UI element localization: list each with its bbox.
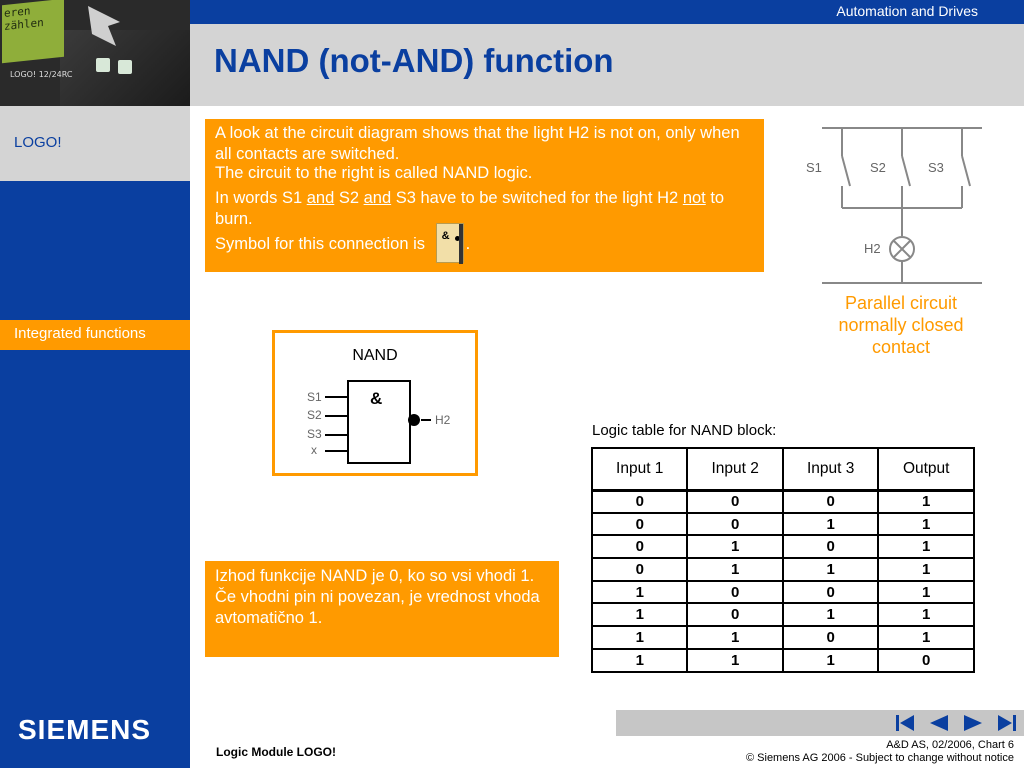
note-line-1: Izhod funkcije NAND je 0, ko so vsi vhodi 1. xyxy=(215,567,535,585)
circuit-diagram xyxy=(792,118,992,298)
table-cell: 0 xyxy=(592,558,687,581)
table-row xyxy=(592,513,974,536)
table-row xyxy=(592,626,974,649)
table-row xyxy=(592,603,974,626)
table-cell: 0 xyxy=(687,581,782,604)
table-cell: 0 xyxy=(592,535,687,558)
input-label: S3 xyxy=(307,427,322,441)
table-cell: 0 xyxy=(687,603,782,626)
note-box xyxy=(205,561,559,657)
explanation-box xyxy=(205,119,764,272)
table-cell: 1 xyxy=(592,603,687,626)
table-cell: 1 xyxy=(878,626,974,649)
symbol-text: . xyxy=(465,235,471,253)
previous-icon xyxy=(929,714,949,732)
table-cell: 1 xyxy=(783,558,878,581)
page-title: NAND (not-AND) function xyxy=(214,42,614,79)
note-line-2: Če vhodni pin ni povezan, je vrednost vhoda avtomatično 1. xyxy=(215,588,540,627)
logic-table xyxy=(591,447,975,673)
table-caption: Logic table for NAND block: xyxy=(592,422,777,439)
sidebar-item-label: Integrated functions xyxy=(14,325,146,342)
input-label: S1 xyxy=(307,390,322,404)
explanation-symbol xyxy=(215,229,754,255)
nand-block-box xyxy=(272,330,478,476)
table-cell: 1 xyxy=(878,535,974,558)
table-cell: 1 xyxy=(687,626,782,649)
and-underlined: and xyxy=(363,189,392,207)
not-underlined: not xyxy=(682,189,706,207)
previous-slide-button[interactable] xyxy=(922,710,956,736)
words-text: S2 xyxy=(334,189,364,207)
column-header: Input 1 xyxy=(592,448,687,490)
photo-button xyxy=(96,58,110,72)
sidebar-item-integrated-functions[interactable] xyxy=(0,320,190,350)
table-cell: 1 xyxy=(592,649,687,672)
photo-button xyxy=(118,60,132,74)
siemens-logo: SIEMENS xyxy=(18,714,152,745)
table-cell: 1 xyxy=(687,649,782,672)
top-bar xyxy=(190,0,1024,24)
column-header: Input 3 xyxy=(783,448,878,490)
table-cell: 1 xyxy=(878,603,974,626)
switch-s1-contact xyxy=(842,156,850,186)
title-bar xyxy=(190,24,1024,106)
caption-line: normally closed xyxy=(838,315,964,335)
table-cell: 1 xyxy=(878,581,974,604)
table-cell: 0 xyxy=(592,513,687,536)
table-cell: 0 xyxy=(687,490,782,513)
table-cell: 0 xyxy=(878,649,974,672)
photo-lcd-display: eren zählen xyxy=(2,0,64,63)
table-cell: 0 xyxy=(687,513,782,536)
explanation-words xyxy=(215,188,754,230)
column-header: Input 2 xyxy=(687,448,782,490)
footer-module-name: Logic Module LOGO! xyxy=(216,745,336,759)
table-row xyxy=(592,490,974,513)
last-slide-button[interactable] xyxy=(990,710,1024,736)
table-cell: 1 xyxy=(687,558,782,581)
words-text: In words S1 xyxy=(215,189,307,207)
table-cell: 1 xyxy=(592,581,687,604)
table-cell: 1 xyxy=(878,558,974,581)
and-underlined: and xyxy=(306,189,335,207)
column-header: Output xyxy=(878,448,974,490)
next-slide-button[interactable] xyxy=(956,710,990,736)
switch-s2-contact xyxy=(902,156,910,186)
table-cell: 1 xyxy=(592,626,687,649)
table-cell: 1 xyxy=(783,649,878,672)
negation-bubble-icon xyxy=(408,414,420,426)
sidebar-item-logo[interactable] xyxy=(0,106,190,181)
explanation-line-2: The circuit to the right is called NAND logic. xyxy=(215,164,533,182)
photo-label: LOGO! 12/24RC xyxy=(10,70,73,79)
nand-symbol-icon xyxy=(436,223,464,263)
nand-block-diagram xyxy=(275,333,475,473)
table-cell: 0 xyxy=(592,490,687,513)
explanation-line-1: A look at the circuit diagram shows that the light H2 is not on, only when all contacts are switched. xyxy=(215,124,740,163)
table-cell: 1 xyxy=(878,490,974,513)
table-row xyxy=(592,581,974,604)
switch-label: S1 xyxy=(806,160,822,175)
sidebar-item-label: LOGO! xyxy=(14,134,62,151)
first-icon xyxy=(895,714,915,732)
last-icon xyxy=(997,714,1017,732)
table-cell: 1 xyxy=(783,603,878,626)
words-text: to burn. xyxy=(215,189,725,228)
switch-s3-contact xyxy=(962,156,970,186)
symbol-text: Symbol for this connection is xyxy=(215,235,430,253)
lamp-label: H2 xyxy=(864,241,881,256)
table-cell: 1 xyxy=(783,513,878,536)
table-cell: 1 xyxy=(878,513,974,536)
switch-label: S3 xyxy=(928,160,944,175)
next-icon xyxy=(963,714,983,732)
company-line: Automation and Drives xyxy=(836,3,978,19)
switch-label: S2 xyxy=(870,160,886,175)
table-cell: 0 xyxy=(783,535,878,558)
first-slide-button[interactable] xyxy=(888,710,922,736)
table-cell: 0 xyxy=(783,626,878,649)
table-cell: 0 xyxy=(783,581,878,604)
logo-module-photo xyxy=(0,0,190,106)
caption-line: Parallel circuit xyxy=(844,293,958,313)
table-header-row xyxy=(592,448,974,490)
input-label: x xyxy=(311,443,317,457)
slide-navigation-bar xyxy=(616,710,1024,736)
output-label: H2 xyxy=(435,413,451,427)
circuit-caption xyxy=(806,292,996,358)
table-cell: 0 xyxy=(783,490,878,513)
nand-gate-symbol: & xyxy=(370,389,383,408)
footer-chart-info: A&D AS, 02/2006, Chart 6 xyxy=(886,739,1014,751)
table-row xyxy=(592,649,974,672)
table-cell: 1 xyxy=(687,535,782,558)
input-label: S2 xyxy=(307,408,322,422)
table-row xyxy=(592,535,974,558)
caption-line: contact xyxy=(871,337,931,357)
nand-block-title: NAND xyxy=(352,347,398,364)
nand-symbol-glyph: & xyxy=(441,229,450,242)
footer-copyright: © Siemens AG 2006 - Subject to change without notice xyxy=(746,752,1014,764)
words-text: S3 have to be switched for the light H2 xyxy=(391,189,683,207)
table-row xyxy=(592,558,974,581)
